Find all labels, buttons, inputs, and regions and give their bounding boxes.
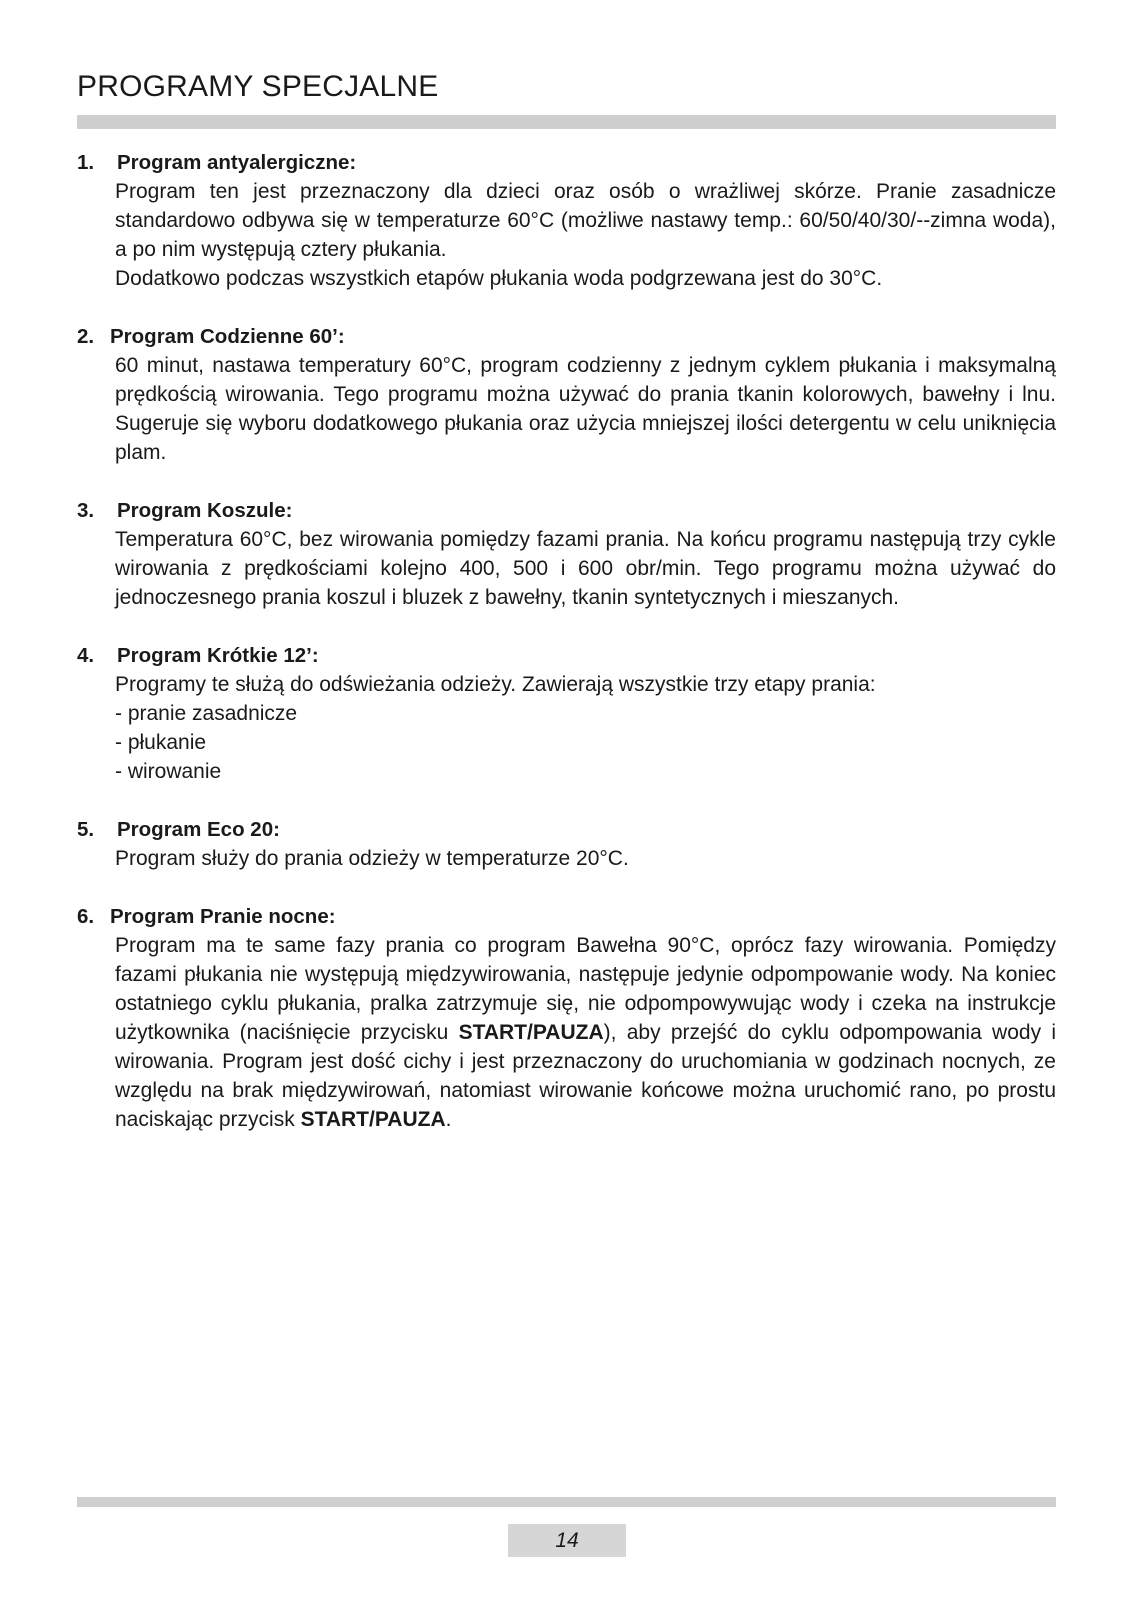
page-number: 14 xyxy=(508,1524,626,1557)
section-title: Program Pranie nocne: xyxy=(110,905,336,928)
section-title: Program antyalergiczne: xyxy=(117,151,357,174)
list-item: - płukanie xyxy=(115,728,1056,757)
section-title: Program Eco 20: xyxy=(117,818,280,841)
paragraph-text: Program ma te same fazy prania co program Bawełna 90°C, oprócz fazy wirowania. Pomiędzy fazami płukania nie występują międzywirowania, następuje jedynie odpompowanie wody. Na koniec ostatniego cyklu płukania, pralka zatrzymuje się, nie odpompowywując wody i czeka na instrukcje użytkownika (naciśnięcie przycisku xyxy=(115,934,1056,1044)
section-body xyxy=(115,670,1056,786)
paragraph: Program ten jest przeznaczony dla dzieci oraz osób o wrażliwej skórze. Pranie zasadnicze standardowo odbywa się w temperaturze 60°C (możliwe nastawy temp.: 60/50/40/30/--zimna woda), a po nim występują cztery płukania. xyxy=(115,180,1056,261)
section-body xyxy=(115,351,1056,467)
button-reference: START/PAUZA xyxy=(458,1021,604,1044)
section-body xyxy=(115,525,1056,612)
section-title: Program Koszule: xyxy=(117,499,293,522)
section-number: 3. xyxy=(77,499,95,522)
section-4 xyxy=(77,641,1056,786)
paragraph: Dodatkowo podczas wszystkich etapów płukania woda podgrzewana jest do 30°C. xyxy=(115,267,883,290)
section-1 xyxy=(77,148,1056,293)
section-heading xyxy=(77,148,1056,177)
section-body xyxy=(115,844,1056,873)
section-heading xyxy=(77,322,1056,351)
section-number: 4. xyxy=(77,644,95,667)
section-title: Program Krótkie 12’: xyxy=(117,644,319,667)
paragraph-text: ), aby przejść do cyklu odpompowania wody i wirowania. Program jest dość cichy i jest przeznaczony do uruchomiania w godzinach nocnych, ze względu na brak międzywirowań, natomiast wirowanie końcowe można uruchomić rano, po prostu naciskając przycisk xyxy=(115,1021,1056,1131)
paragraph: Temperatura 60°C, bez wirowania pomiędzy fazami prania. Na końcu programu następują trzy cykle wirowania z prędkościami kolejno 400, 500 i 600 obr/min. Tego programu można używać do jednoczesnego prania koszul i bluzek z bawełny, tkanin syntetycznych i mieszanych. xyxy=(115,528,1056,609)
page-title: PROGRAMY SPECJALNE xyxy=(77,70,439,103)
paragraph: Program służy do prania odzieży w temperaturze 20°C. xyxy=(115,847,629,870)
section-number: 2. xyxy=(77,325,95,348)
paragraph-text: . xyxy=(445,1108,452,1131)
list-item: - wirowanie xyxy=(115,757,1056,786)
section-heading xyxy=(77,902,1056,931)
button-reference: START/PAUZA xyxy=(300,1108,446,1131)
paragraph: 60 minut, nastawa temperatury 60°C, program codzienny z jednym cyklem płukania i maksymalną prędkością wirowania. Tego programu można używać do prania tkanin kolorowych, bawełny i lnu. Sugeruje się wyboru dodatkowego płukania oraz użycia mniejszej ilości detergentu w celu uniknięcia plam. xyxy=(115,354,1056,464)
stage-list xyxy=(115,699,1056,786)
section-heading xyxy=(77,641,1056,670)
list-item: - pranie zasadnicze xyxy=(115,699,1056,728)
paragraph: Programy te służą do odświeżania odzieży. Zawierają wszystkie trzy etapy prania: xyxy=(115,673,876,696)
section-heading xyxy=(77,815,1056,844)
section-3 xyxy=(77,496,1056,612)
sections-container xyxy=(77,148,1056,1163)
section-title: Program Codzienne 60’: xyxy=(110,325,345,348)
paragraph xyxy=(115,931,1056,1134)
section-2 xyxy=(77,322,1056,467)
section-number: 6. xyxy=(77,905,95,928)
section-number: 1. xyxy=(77,151,95,174)
footer-divider xyxy=(77,1497,1056,1507)
section-number: 5. xyxy=(77,818,95,841)
section-heading xyxy=(77,496,1056,525)
section-5 xyxy=(77,815,1056,873)
section-body xyxy=(115,931,1056,1134)
section-6 xyxy=(77,902,1056,1134)
section-body xyxy=(115,177,1056,293)
header-divider xyxy=(77,115,1056,129)
